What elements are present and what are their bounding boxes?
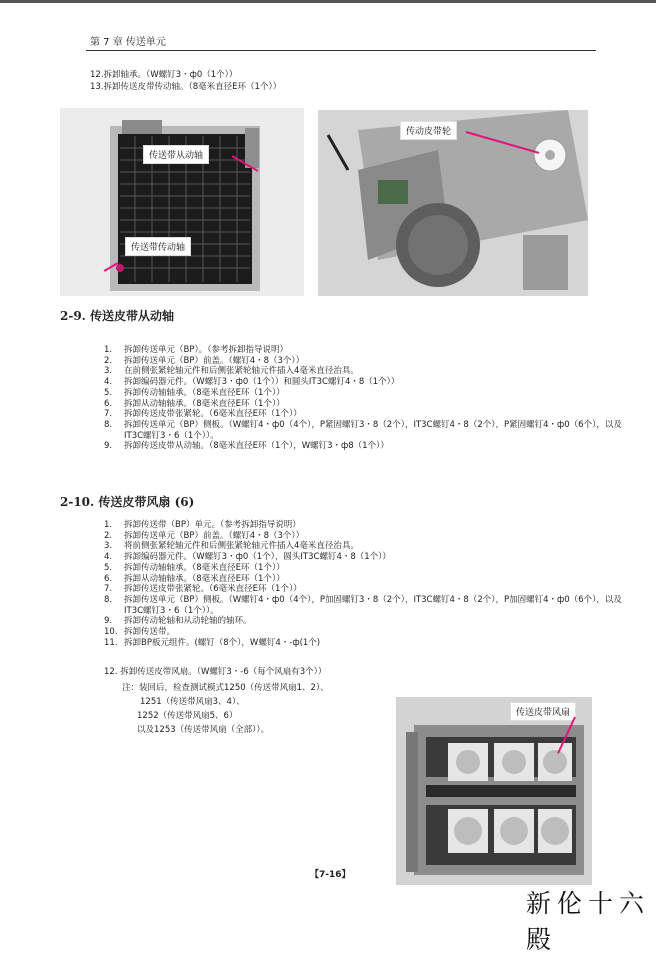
note-line-4: 以及1253（传送带风扇（全部））。 [137,725,270,735]
section-2-10-step-12: 12. 拆卸传送皮带风扇。（W螺钉3・-6（每个风扇有3个）） [104,667,327,677]
figure-belt-fans-photo [396,697,592,885]
chapter-header: 第 7 章 传送单元 [90,37,166,48]
list-item: 8. 拆卸传送单元（BP）侧板。（W螺钉4・ф0（4个），P紧固螺钉3・8（2个），IT3C螺钉4・8（2个），P紧固螺钉4・ф0（6个），以及IT3C螺钉3・6（1个））。 [104,419,622,441]
note-line-2: 1251（传送带风扇3、4）、 [140,697,245,707]
section-2-9-steps [104,345,624,452]
section-2-10-title: 2-10. 传送皮带风扇 (6) [60,495,195,509]
note-line-1: 注：装回后，检查测试模式1250（传送带风扇1、2）、 [122,683,329,693]
watermark: 新伦十六殿 [526,889,651,954]
intro-step-13: 13.拆卸传送皮带传动轴。（8毫米直径E环（1个）） [90,82,282,92]
figure-belt-unit-photo [60,108,304,296]
top-border [0,0,656,3]
list-item: 2. 拆卸传送单元（BP）前盖。（螺钉4・8（3个）） [104,355,305,366]
list-item: 3. 将前侧张紧轮轴元件和后侧张紧轮轴元件插入4毫米直径治具。 [104,541,359,552]
list-item: 3. 在前侧张紧轮轴元件和后侧张紧轮轴元件插入4毫米直径治具。 [104,366,359,377]
page-number: 【7-16】 [310,870,351,880]
list-item: 5. 拆卸传动轴轴承。（8毫米直径E环（1个）） [104,387,285,398]
intro-step-12: 12.拆卸轴承。（W螺钉3・ф0（1个）） [90,70,238,80]
list-item: 2. 拆卸传送单元（BP）前盖。（螺钉4・8（3个）） [104,530,305,541]
list-item: 4. 拆卸编码器元件。（W螺钉3・ф0（1个），圆头IT3C螺钉4・8（1个）） [104,552,391,563]
list-item: 1. 拆卸传送单元（BP）。（参考拆卸指导说明） [104,345,288,355]
list-item: 9. 拆卸传送皮带从动轴。（8毫米直径E环（1个），W螺钉3・ф8（1个）） [104,441,389,452]
list-item: 1. 拆卸传送带（BP）单元。（参考拆卸指导说明） [104,520,301,530]
belt-unit-illustration [60,108,304,296]
section-2-9-title: 2-9. 传送皮带从动轴 [60,309,175,323]
section-2-10-steps [104,520,624,648]
callout-drive-shaft: 传送带传动轴 [125,237,191,256]
callout-driven-shaft: 传送带从动轴 [143,145,209,164]
list-item: 5. 拆卸传动轴轴承。（8毫米直径E环（1个）） [104,562,285,573]
list-item: 6. 拆卸从动轴轴承。（8毫米直径E环（1个）） [104,398,285,409]
list-item: 6. 拆卸从动轴轴承。（8毫米直径E环（1个）） [104,573,285,584]
list-item: 7. 拆卸传送皮带张紧轮。（6毫米直径E环（1个）） [104,584,302,595]
list-item: 11. 拆卸BP板元组件。(螺钉（8个），W螺钉4・-ф(1个) [104,637,321,648]
list-item: 7. 拆卸传送皮带张紧轮。（6毫米直径E环（1个）） [104,409,302,420]
list-item: 4. 拆卸编码器元件。（W螺钉3・ф0（1个））和圆头IT3C螺钉4・8（1个）） [104,377,400,388]
list-item: 10. 拆卸传送带。 [104,627,176,638]
header-divider [86,50,596,51]
list-item: 8. 拆卸传送单元（BP）侧板。（W螺钉4・ф0（4个），P加固螺钉3・8（2个），IT3C螺钉4・8（2个），P加固螺钉4・ф0（6个），以及IT3C螺钉3・6（1个））。 [104,594,622,616]
list-item: 9. 拆卸传动轮轴和从动轮轴的轴环。 [104,616,252,627]
callout-drive-pulley: 传动皮带轮 [400,121,457,140]
callout-belt-fan: 传送皮带风扇 [510,702,576,721]
belt-fans-illustration [396,697,592,885]
note-line-3: 1252（传送带风扇5、6） [137,711,238,721]
